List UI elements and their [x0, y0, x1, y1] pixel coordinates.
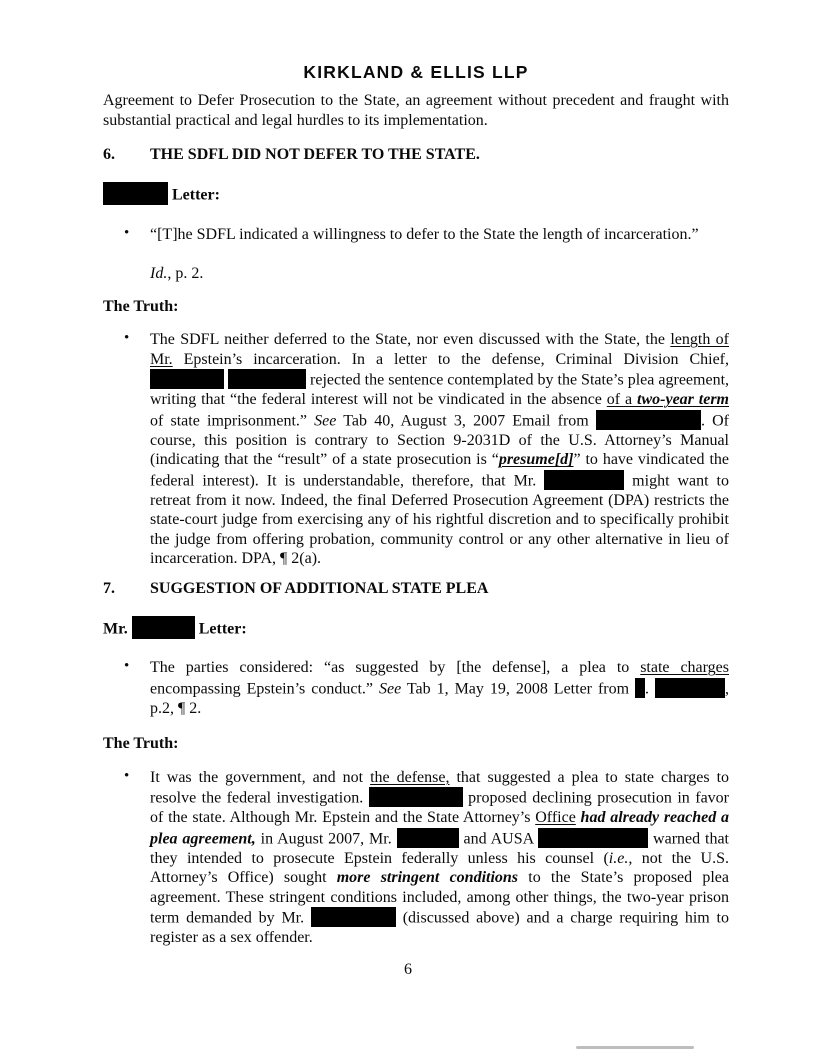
text-run: the defense,: [370, 768, 450, 786]
text-run: Mr.: [150, 350, 173, 368]
section-7-letter-label: [103, 616, 729, 642]
section-7-heading: [103, 579, 729, 599]
text-run: in August 2007, Mr.: [255, 830, 397, 847]
text-run: rejected the sentence contemplated by the State’s plea agreement, writing that “the federal interest will not be vindicated in the absence: [150, 371, 730, 408]
text-run: two-year term: [637, 391, 730, 408]
text-run: more stringent conditions: [336, 869, 519, 886]
text-run: and AUSA: [458, 830, 539, 847]
text-run: Agreement to Defer Prosecution to the State, an agreement without precedent and fraught with substantial practical and legal hurdles to its implementation.: [103, 92, 729, 129]
text-run: not the U.S. Attorney’s Office) sought: [150, 849, 729, 886]
redaction-box: [103, 182, 168, 205]
text-run: Office: [535, 809, 576, 826]
section-7-truth-bullet: [124, 767, 730, 948]
text-run: The parties considered: “as suggested by [the defense], a plea to: [150, 659, 641, 676]
text-run: length of: [670, 331, 729, 348]
redaction-box: [369, 787, 463, 807]
text-run: .: [645, 680, 656, 697]
text-run: (discussed above) and a charge requiring him to register as a sex offender.: [150, 909, 729, 946]
text-run: that suggested a plea to state charges to resolve the federal investigation.: [150, 768, 730, 807]
section-6-heading: [103, 145, 729, 165]
text-run: i.e.,: [608, 849, 633, 867]
redaction-box: [655, 678, 725, 698]
quote-text: [150, 658, 729, 718]
bullet-icon: •: [124, 658, 130, 674]
quote-text: [150, 225, 729, 245]
text-run: had already reached a plea agreement,: [150, 809, 729, 847]
redaction-box: [596, 410, 701, 430]
bullet-icon: •: [124, 767, 130, 784]
text-run: The SDFL neither deferred to the State, nor even discussed with the State, the: [150, 331, 671, 348]
firm-letterhead: KIRKLAND & ELLIS LLP: [303, 62, 529, 82]
section-6-letter-label: [103, 182, 729, 208]
bullet-icon: •: [124, 224, 130, 241]
section-6-number: 6.: [103, 146, 115, 163]
text-run: “[T]he SDFL indicated a willingness to defer to the State the length of incarceration.”: [150, 225, 699, 243]
redaction-box: [635, 678, 645, 698]
text-run: Id.: [150, 265, 168, 282]
text-run: ” to have vindicated the federal interest). It is understandable, therefore, that Mr.: [150, 451, 729, 489]
redaction-box: [544, 470, 624, 490]
text-run: It was the government, and not: [150, 768, 371, 786]
text-run: , p.2, ¶ 2.: [150, 680, 730, 717]
intro-paragraph: [103, 91, 729, 130]
section-7-title: SUGGESTION OF ADDITIONAL STATE PLEA: [150, 579, 489, 597]
bullet-icon: •: [124, 330, 130, 346]
redaction-box: [228, 369, 306, 389]
text-run: . Of course, this position is contrary to Section 9-2031D of the U.S. Attorney’s Manual (indicating that the “result” of a state prosecution is “: [150, 412, 729, 468]
text-run: See: [378, 680, 402, 697]
text-run: presume[d]: [498, 451, 574, 468]
text-run: Letter:: [168, 186, 220, 204]
text-run: encompassing Epstein’s conduct.”: [150, 680, 379, 697]
section-7-quote-bullet: [124, 658, 730, 718]
text-run: Tab 1, May 19, 2008 Letter from: [401, 680, 636, 697]
text-run: of state imprisonment.”: [150, 412, 315, 429]
text-run: state charges: [640, 659, 730, 676]
text-run: to the State’s proposed plea agreement. These stringent conditions included, among other things, the two-year prison term demanded by Mr.: [150, 869, 730, 927]
text-run: warned that they intended to prosecute Epstein federally unless his counsel (: [150, 830, 729, 867]
section-6-truth-heading: The Truth:: [103, 297, 179, 315]
redaction-box: [538, 828, 648, 848]
citation: [150, 264, 729, 284]
text-run: proposed declining prosecution in favor of the state. Although Mr. Epstein and the State Attorney’s: [150, 789, 730, 826]
redaction-box: [397, 828, 459, 848]
scan-artifact: [576, 1046, 694, 1049]
section-6-title: THE SDFL DID NOT DEFER TO THE STATE.: [150, 146, 480, 163]
text-run: might want to retreat from it now. Indeed, the final Deferred Prosecution Agreement (DPA) restricts the state-court judge from exercising any of his rightful discretion and to specifically prohibit the judge from offering probation, community control or any other alternative in lieu of incarceration. DPA, ¶ 2(a).: [150, 472, 729, 567]
section-6-truth-bullet: [124, 330, 730, 569]
section-7-number: 7.: [103, 579, 115, 597]
truth-paragraph: [150, 330, 729, 569]
redaction-box: [150, 369, 224, 389]
text-run: Epstein’s incarceration. In a letter to the defense, Criminal Division Chief,: [172, 350, 729, 368]
section-7-truth-heading: The Truth:: [103, 735, 179, 752]
section-6-quote-bullet: [124, 224, 729, 245]
text-run: , p. 2.: [167, 265, 204, 282]
text-run: See: [314, 412, 337, 429]
text-run: Letter:: [194, 620, 247, 637]
text-run: of a: [606, 391, 638, 408]
truth-paragraph: [150, 768, 729, 948]
text-run: Tab 40, August 3, 2007 Email from: [336, 412, 596, 429]
page-number: 6: [404, 961, 412, 978]
redaction-box: [132, 616, 195, 639]
text-run: Mr.: [103, 620, 132, 637]
redaction-box: [311, 907, 396, 927]
